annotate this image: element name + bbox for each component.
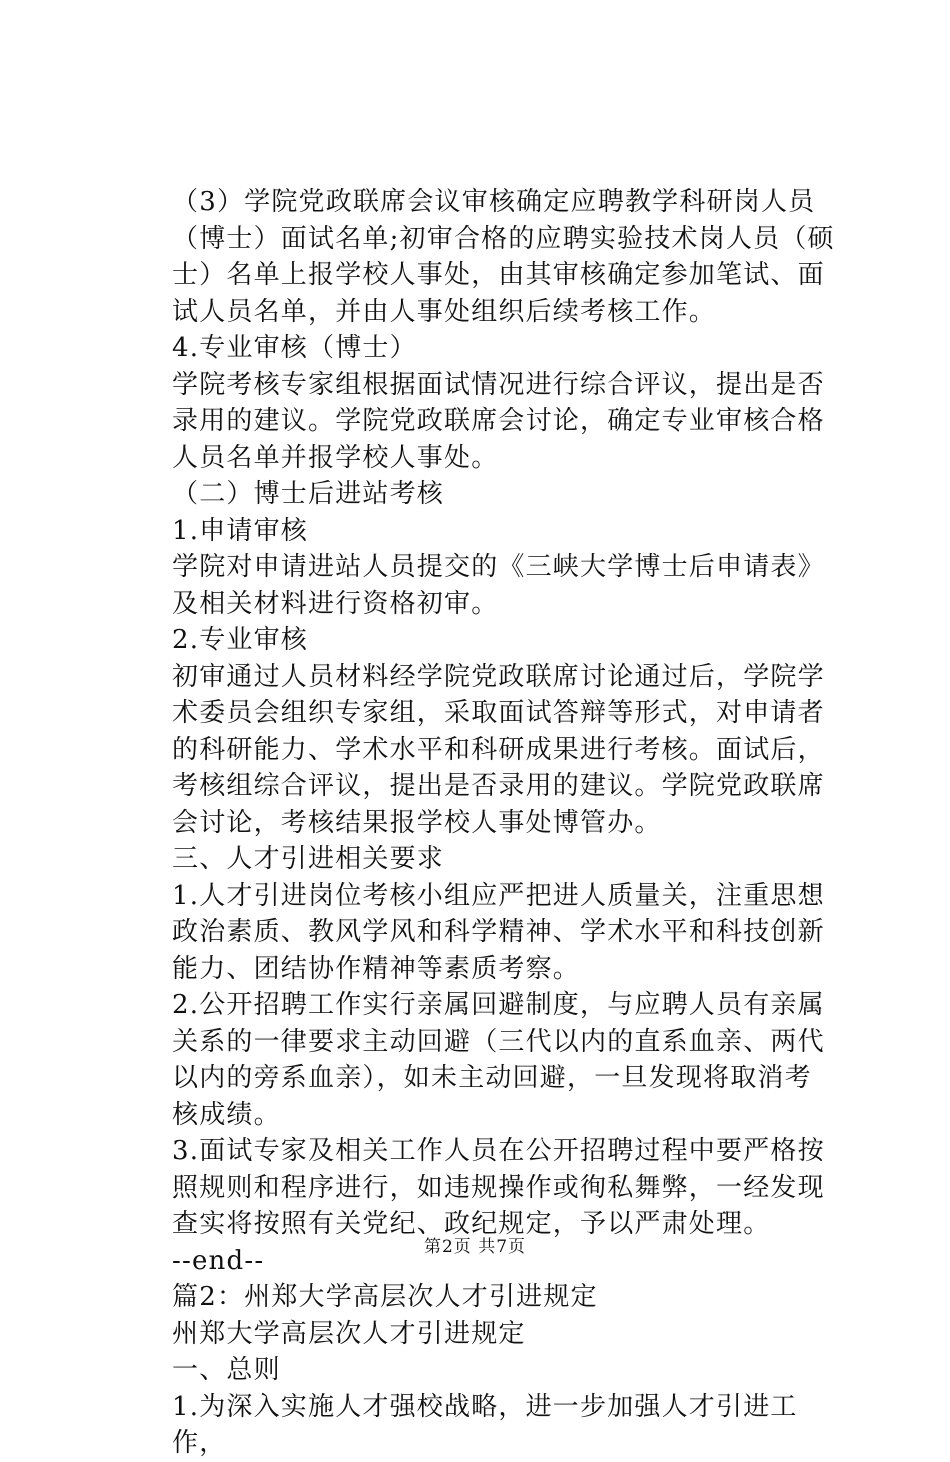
heading-talent-requirements: 三、人才引进相关要求 <box>172 844 445 874</box>
heading-postdoc-assessment: （二）博士后进站考核 <box>172 479 445 509</box>
paragraph-qualification-review: 学院对申请进站人员提交的《三峡大学博士后申请表》及相关材料进行资格初审。 <box>172 552 825 619</box>
paragraph-requirement-2: 2.公开招聘工作实行亲属回避制度，与应聘人员有亲属关系的一律要求主动回避（三代以内的直系血亲、两代以内的旁系血亲），如未主动回避，一旦发现将取消考核成绩。 <box>172 990 825 1130</box>
document-title: 州郑大学高层次人才引进规定 <box>172 1318 526 1349</box>
paragraph-requirement-1: 1.人才引进岗位考核小组应严把进人质量关，注重思想政治素质、教风学风和科学精神、学术水平和科技创新能力、团结协作精神等素质考察。 <box>172 880 825 984</box>
paragraph-general-1: 1.为深入实施人才强校战略，进一步加强人才引进工作， <box>172 1391 798 1458</box>
paragraph-review-list: （3）学院党政联席会议审核确定应聘教学科研岗人员（博士）面试名单;初审合格的应聘实验技术岗人员（硕士）名单上报学校人事处，由其审核确定参加笔试、面试人员名单，并由人事处组织后续考核工作。 <box>172 187 835 327</box>
document-body <box>172 184 837 1462</box>
paragraph-requirement-3: 3.面试专家及相关工作人员在公开招聘过程中要严格按照规则和程序进行，如违规操作或徇私舞弊，一经发现查实将按照有关党纪、政纪规定，予以严肃处理。 <box>172 1136 825 1239</box>
heading-professional-review-phd: 4.专业审核（博士） <box>172 333 417 363</box>
paragraph-interview-defense: 初审通过人员材料经学院党政联席讨论通过后，学院学术委员会组织专家组，采取面试答辩等形式，对申请者的科研能力、学术水平和科研成果进行考核。面试后，考核组综合评议，提出是否录用的建议。学院党政联席会讨论，考核结果报学校人事处博管办。 <box>172 661 825 838</box>
heading-application-review: 1.申请审核 <box>172 515 309 546</box>
paragraph-expert-evaluation: 学院考核专家组根据面试情况进行综合评议，提出是否录用的建议。学院党政联席会讨论，确定专业审核合格人员名单并报学校人事处。 <box>172 369 825 473</box>
heading-professional-review: 2.专业审核 <box>172 625 309 655</box>
page-number-footer: 第2页 共7页 <box>423 1237 527 1257</box>
heading-general-provisions: 一、总则 <box>172 1355 281 1385</box>
section-title: 篇2：州郑大学高层次人才引进规定 <box>172 1282 598 1312</box>
end-marker: --end-- <box>172 1245 265 1276</box>
